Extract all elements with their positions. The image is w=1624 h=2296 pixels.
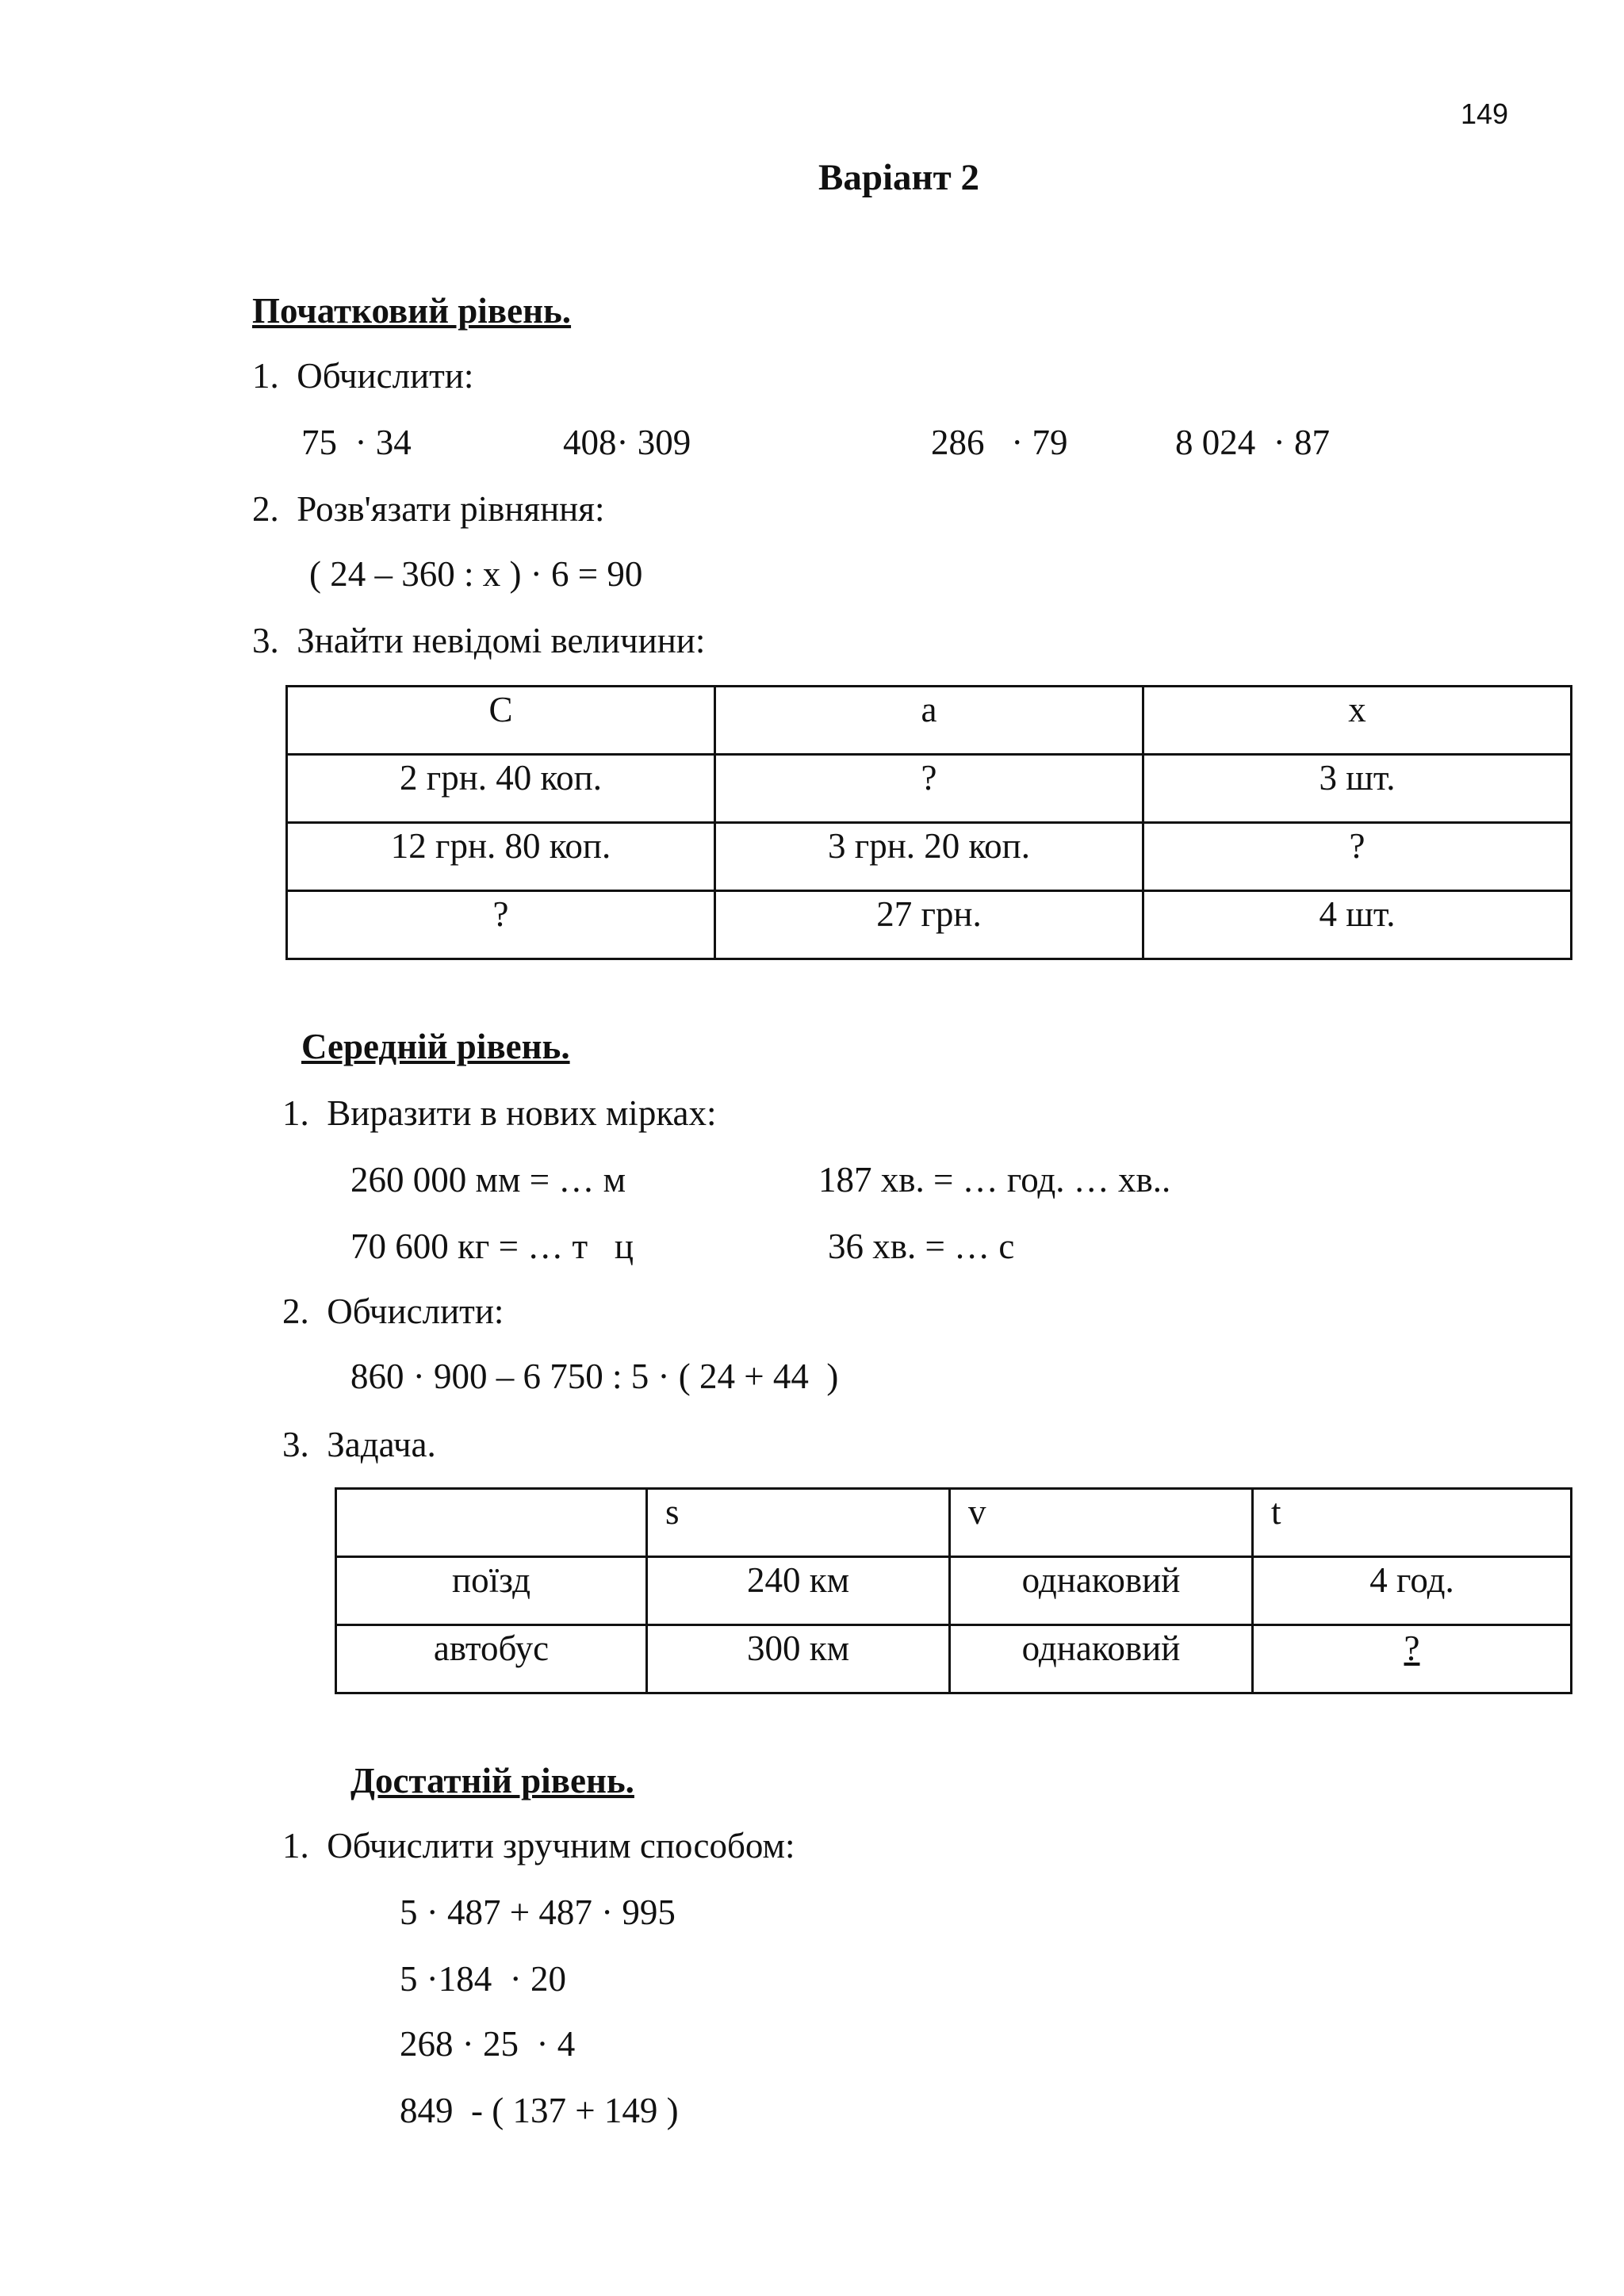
table-cell: 4 шт.	[1143, 891, 1572, 959]
table-cell: однаковий	[950, 1625, 1253, 1693]
task1-label: 1. Обчислити:	[252, 356, 474, 396]
table-row	[287, 823, 1572, 891]
middle-task3-label: 3. Задача.	[282, 1425, 436, 1464]
sufficient-task1-label: 1. Обчислити зручним способом:	[282, 1826, 795, 1866]
task1-expr-4: 8 024 · 87	[1175, 423, 1330, 462]
table-cell: 27 грн.	[715, 891, 1143, 959]
conversion-line-3: 70 600 кг = … т ц	[350, 1226, 634, 1266]
convenient-expr-4: 849 - ( 137 + 149 )	[400, 2091, 679, 2130]
page-title: Варіант 2	[818, 157, 979, 198]
table-row	[336, 1557, 1572, 1625]
task1-expr-3: 286 · 79	[931, 423, 1068, 462]
unknown-marker: ?	[1404, 1628, 1420, 1668]
conversion-line-1: 260 000 мм = … м	[350, 1160, 626, 1200]
table-row	[336, 1625, 1572, 1693]
middle-task2-expr: 860 · 900 – 6 750 : 5 · ( 24 + 44 )	[350, 1357, 839, 1396]
table-cell: однаковий	[950, 1557, 1253, 1625]
task3-label: 3. Знайти невідомі величини:	[252, 621, 706, 660]
table-cell: 2 грн. 40 коп.	[287, 755, 715, 823]
convenient-expr-3: 268 · 25 · 4	[400, 2024, 576, 2064]
table-row	[287, 891, 1572, 959]
motion-problem-table	[335, 1487, 1572, 1694]
table-header-cell	[336, 1489, 647, 1557]
table-cell: ?	[1143, 823, 1572, 891]
conversion-line-4: 36 хв. = … с	[828, 1226, 1015, 1266]
task1-expr-2: 408· 309	[563, 423, 691, 462]
table-cell: 12 грн. 80 коп.	[287, 823, 715, 891]
heading-sufficient-level: Достатній рівень.	[350, 1761, 634, 1800]
table-cell: 240 км	[647, 1557, 950, 1625]
table-header-cell: v	[950, 1489, 1253, 1557]
table-header-cell: С	[287, 687, 715, 755]
convenient-expr-2: 5 ·184 · 20	[400, 1959, 566, 1999]
table-header-row	[336, 1489, 1572, 1557]
table-header-row	[287, 687, 1572, 755]
table-cell: автобус	[336, 1625, 647, 1693]
heading-initial-level: Початковий рівень.	[252, 291, 572, 331]
table-header-cell: а	[715, 687, 1143, 755]
middle-task1-label: 1. Виразити в нових мірках:	[282, 1093, 717, 1133]
table-row	[287, 755, 1572, 823]
table-cell: поїзд	[336, 1557, 647, 1625]
conversion-line-2: 187 хв. = … год. … хв..	[818, 1160, 1171, 1200]
task2-equation: ( 24 – 360 : х ) · 6 = 90	[309, 554, 643, 594]
table-cell: ?	[715, 755, 1143, 823]
table-cell: 3 шт.	[1143, 755, 1572, 823]
table-cell: 3 грн. 20 коп.	[715, 823, 1143, 891]
table-header-cell: х	[1143, 687, 1572, 755]
table-header-cell: t	[1253, 1489, 1572, 1557]
heading-middle-level: Середній рівень.	[301, 1027, 570, 1066]
task2-label: 2. Розв'язати рівняння:	[252, 489, 605, 529]
table-header-cell: s	[647, 1489, 950, 1557]
page-number: 149	[1461, 98, 1509, 130]
convenient-expr-1: 5 · 487 + 487 · 995	[400, 1892, 676, 1932]
middle-task2-label: 2. Обчислити:	[282, 1292, 504, 1331]
unknown-values-table	[285, 685, 1572, 960]
table-cell: 300 км	[647, 1625, 950, 1693]
table-cell	[1253, 1625, 1572, 1693]
table-cell: 4 год.	[1253, 1557, 1572, 1625]
table-cell: ?	[287, 891, 715, 959]
task1-expr-1: 75 · 34	[301, 423, 412, 462]
